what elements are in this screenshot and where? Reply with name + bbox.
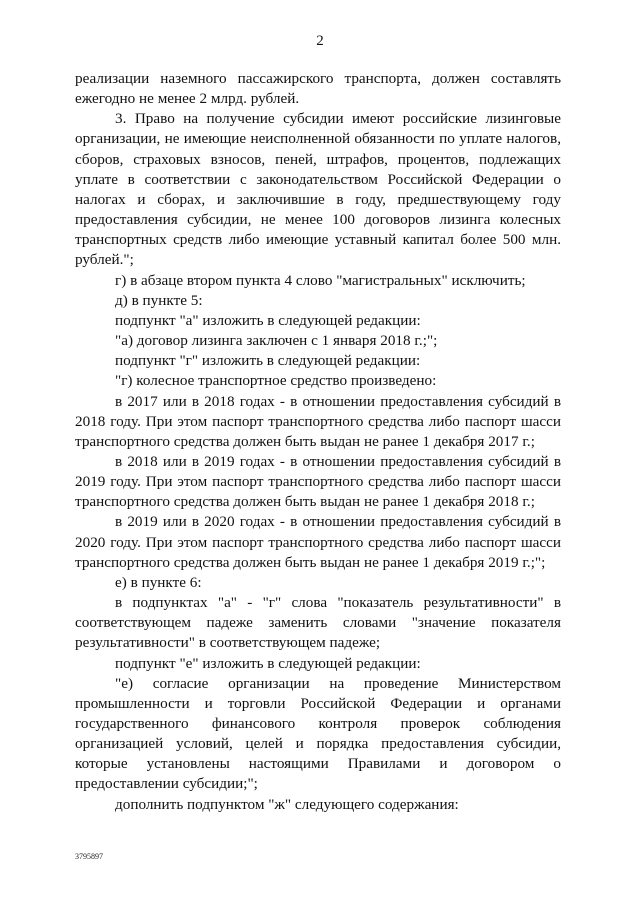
paragraph: "а) договор лизинга заключен с 1 января 2018 г.;";: [115, 332, 438, 350]
paragraph: "г) колесное транспортное средство произведено:: [115, 372, 437, 390]
document-code: 3795897: [75, 852, 103, 861]
paragraph: в подпунктах "а" - "г" слова "показатель результативности" в соответствующем падеже заменить словами "значение показателя результативности" в соответствующем падеже;: [75, 594, 561, 652]
paragraph: подпункт "г" изложить в следующей редакции:: [115, 352, 421, 370]
paragraph: дополнить подпунктом "ж" следующего содержания:: [115, 795, 459, 813]
paragraph: в 2017 или в 2018 годах - в отношении предоставления субсидий в 2018 году. При этом паспорт транспортного средства либо паспорт шасси транспортного средства должен быть выдан не ранее 1 декабря 2017 г.;: [75, 392, 561, 450]
page-number: 2: [316, 33, 324, 49]
document-body: [75, 69, 561, 815]
paragraph: подпункт "а" изложить в следующей редакции:: [115, 311, 421, 329]
paragraph: е) в пункте 6:: [115, 573, 202, 591]
paragraph: реализации наземного пассажирского транспорта, должен составлять ежегодно не менее 2 млрд. рублей.: [75, 70, 561, 108]
paragraph: д) в пункте 5:: [115, 291, 203, 309]
paragraph: г) в абзаце втором пункта 4 слово "магистральных" исключить;: [115, 271, 526, 289]
paragraph: 3. Право на получение субсидии имеют российские лизинговые организации, не имеющие неисполненной обязанности по уплате налогов, сборов, страховых взносов, пеней, штрафов, процентов, подлежащих уплате в соответствии с законодательством Российской Федерации о налогах и сборах, и заключившие в году, предшествующему году предоставления субсидии, не менее 100 договоров лизинга колесных транспортных средств либо имеющие уставный капитал более 500 млн. рублей.";: [75, 110, 561, 269]
paragraph: "е) согласие организации на проведение Министерством промышленности и торговли Российской Федерации и органами государственного финансового контроля проверок соблюдения организацией условий, целей и порядка предоставления субсидии, которые установлены настоящими Правилами и договором о предоставлении субсидии;";: [75, 674, 561, 793]
paragraph: в 2018 или в 2019 годах - в отношении предоставления субсидий в 2019 году. При этом паспорт транспортного средства либо паспорт шасси транспортного средства должен быть выдан не ранее 1 декабря 2018 г.;: [75, 452, 561, 511]
paragraph: в 2019 или в 2020 годах - в отношении предоставления субсидий в 2020 году. При этом паспорт транспортного средства либо паспорт шасси транспортного средства должен быть выдан не ранее 1 декабря 2019 г.;";: [75, 513, 561, 571]
paragraph: подпункт "е" изложить в следующей редакции:: [115, 654, 421, 672]
